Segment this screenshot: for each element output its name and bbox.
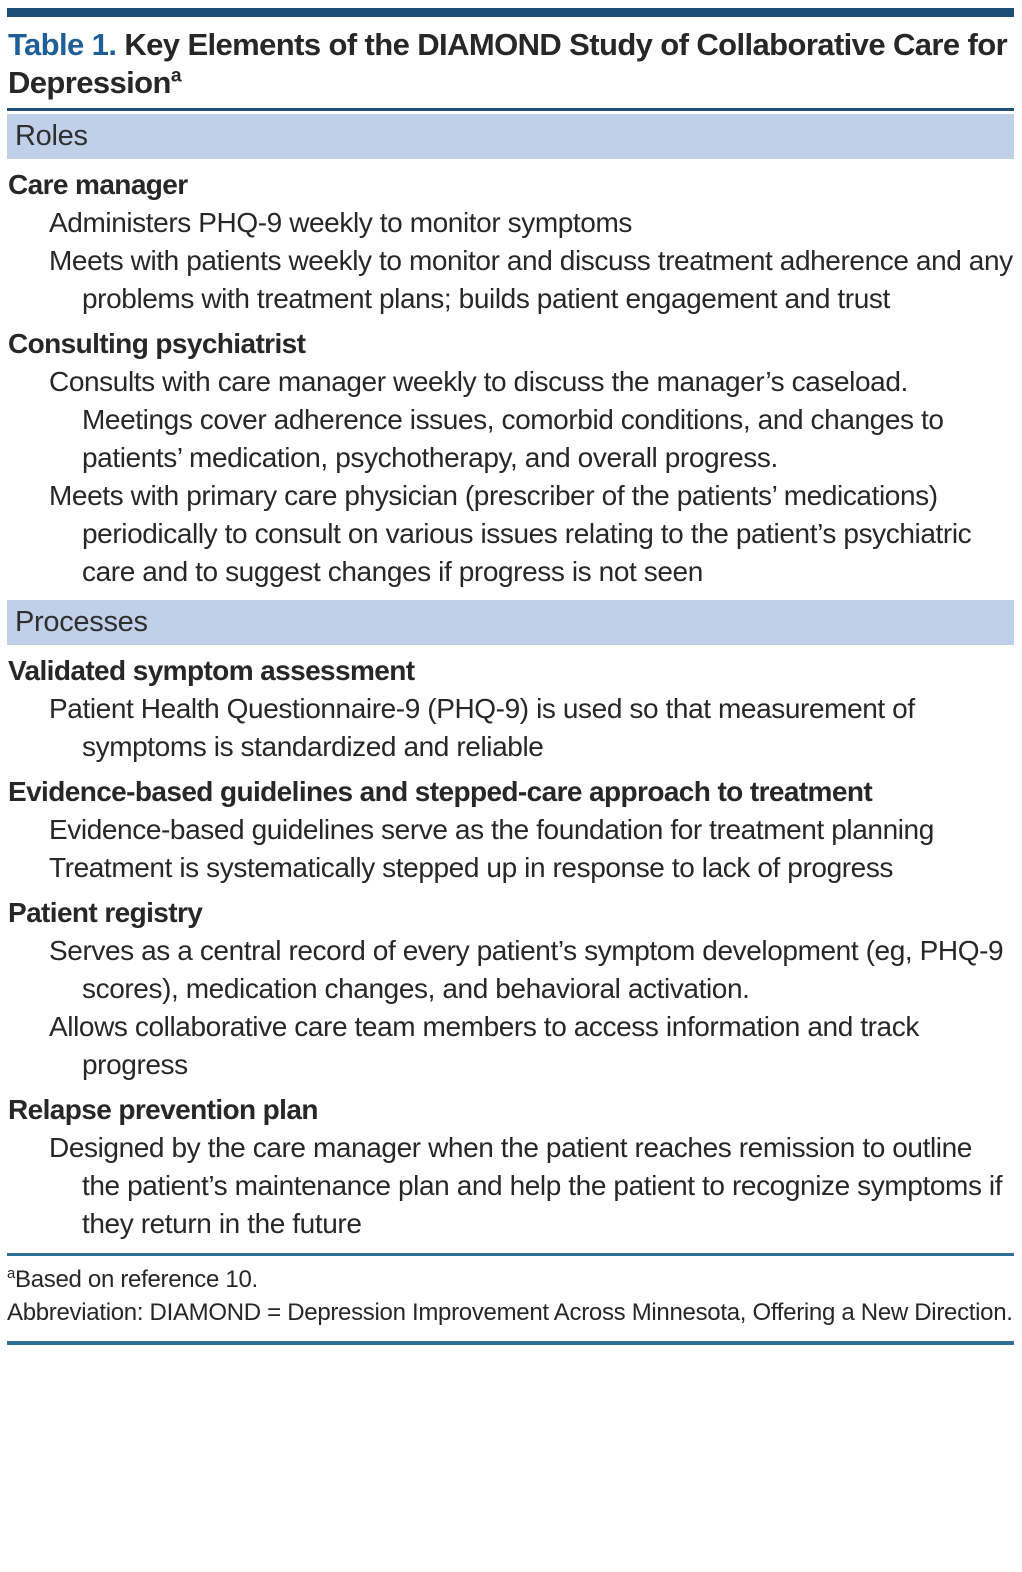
section-header-roles: Roles (7, 114, 1014, 159)
footnote-divider-rule (7, 1253, 1014, 1256)
table-item: Consults with care manager weekly to discuss the manager’s caseload. Meetings cover adherence issues, comorbid conditions, and changes to patients’ medication, psychotherapy, and overall progress. (49, 366, 944, 473)
term-relapse-prevention-plan: Relapse prevention plan (8, 1094, 318, 1125)
table-bottom-rule (7, 1341, 1014, 1345)
table-title-text: Key Elements of the DIAMOND Study of Collaborative Care for Depression (8, 27, 1008, 100)
section-header-processes: Processes (7, 600, 1014, 645)
footnote-marker: a (7, 1266, 15, 1282)
table-item: Meets with primary care physician (prescriber of the patients’ medications) periodically to consult on various issues relating to the patient’s psychiatric care and to suggest changes if progress is not seen (49, 480, 972, 587)
table-item: Designed by the care manager when the patient reaches remission to outline the patient’s maintenance plan and help the patient to recognize symptoms if they return in the future (49, 1132, 1003, 1239)
table-item: Allows collaborative care team members to access information and track progress (49, 1011, 919, 1080)
footnote-text: Based on reference 10. (14, 1266, 258, 1293)
table-item: Administers PHQ-9 weekly to monitor symptoms (49, 207, 633, 238)
table-title (8, 26, 1014, 102)
table-title-footnote-marker: a (170, 65, 181, 87)
table-item: Serves as a central record of every patient’s symptom development (eg, PHQ-9 scores), medication changes, and behavioral activation. (49, 935, 1004, 1004)
term-validated-symptom-assessment: Validated symptom assessment (8, 655, 415, 686)
table-item: Patient Health Questionnaire-9 (PHQ-9) is used so that measurement of symptoms is standardized and reliable (49, 693, 915, 762)
title-divider-rule (7, 108, 1014, 111)
table-item: Meets with patients weekly to monitor and discuss treatment adherence and any problems with treatment plans; builds patient engagement and trust (49, 245, 1013, 314)
table-number: Table 1. (8, 27, 117, 62)
footnote-reference (7, 1263, 1014, 1296)
footnote-abbreviation: Abbreviation: DIAMOND = Depression Improvement Across Minnesota, Offering a New Direction. (7, 1299, 1013, 1326)
term-consulting-psychiatrist: Consulting psychiatrist (8, 328, 306, 359)
term-evidence-based-guidelines: Evidence-based guidelines and stepped-care approach to treatment (8, 776, 873, 807)
table-item: Treatment is systematically stepped up in response to lack of progress (49, 852, 894, 883)
term-patient-registry: Patient registry (8, 897, 203, 928)
table-top-bar (7, 8, 1014, 17)
term-care-manager: Care manager (8, 169, 188, 200)
table-item: Evidence-based guidelines serve as the foundation for treatment planning (49, 814, 934, 845)
